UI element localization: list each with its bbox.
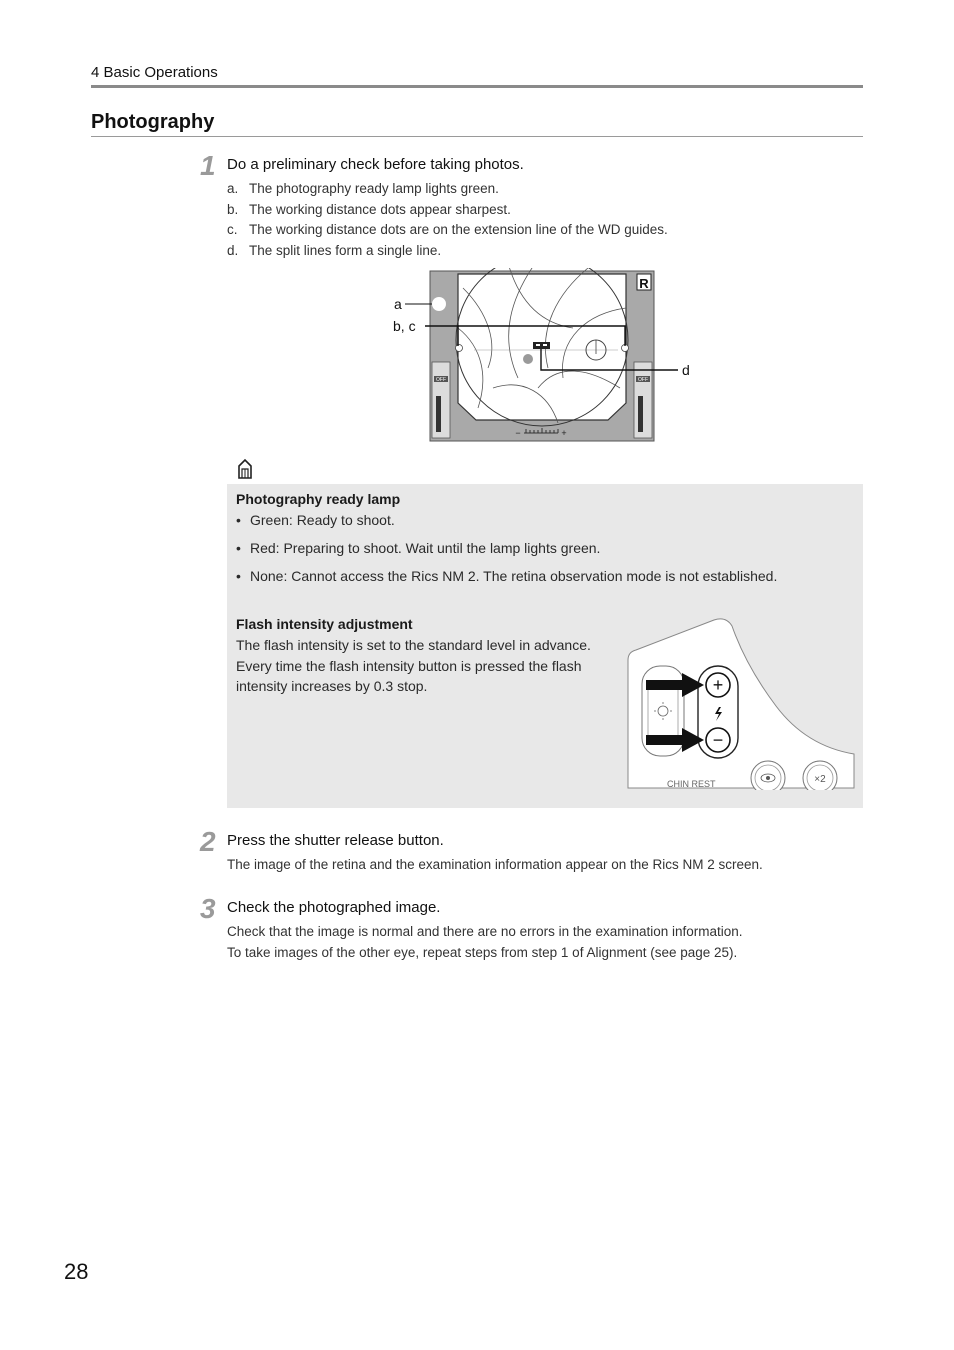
list-item: The photography ready lamp lights green. [249, 181, 499, 196]
scale-minus: − [515, 428, 521, 438]
lamp-heading: Photography ready lamp [236, 491, 401, 507]
list-item: The working distance dots appear sharpest. [249, 202, 511, 217]
chapter-heading: 4 Basic Operations [91, 64, 218, 81]
list-item-letter: a. [227, 181, 239, 196]
step-title: Do a preliminary check before taking photos. [227, 156, 524, 173]
flash-text-line: intensity increases by 0.3 stop. [236, 678, 428, 694]
step-text: The image of the retina and the examination information appear on the Rics NM 2 screen. [227, 857, 763, 872]
step-text: Check that the image is normal and there are no errors in the examination information. [227, 924, 743, 939]
callout-bc: b, c [393, 318, 416, 334]
list-item-letter: d. [227, 243, 239, 258]
list-item: The split lines form a single line. [249, 243, 442, 258]
lamp-item: Green: Ready to shoot. [250, 512, 395, 528]
step-text: To take images of the other eye, repeat steps from step 1 of Alignment (see page 25). [227, 945, 738, 960]
section-rule [91, 136, 863, 137]
flash-heading: Flash intensity adjustment [236, 616, 413, 632]
callout-a: a [394, 296, 402, 312]
eye-indicator: R [639, 276, 649, 291]
step-number: 2 [200, 826, 216, 857]
off-label-right: OFF [638, 377, 648, 383]
chin-rest-label: CHIN REST [667, 779, 716, 789]
step-title: Press the shutter release button. [227, 832, 444, 849]
list-item-letter: b. [227, 202, 239, 217]
flash-text-line: The flash intensity is set to the standard level in advance. [236, 637, 591, 653]
lamp-item: Red: Preparing to shoot. Wait until the lamp lights green. [250, 540, 601, 556]
section-title: Photography [91, 111, 215, 133]
flash-text-line: Every time the flash intensity button is pressed the flash [236, 658, 582, 674]
flash-plus-label: + [712, 675, 724, 695]
page-number: 28 [64, 1259, 89, 1284]
alignment-screen-figure [388, 268, 698, 446]
control-panel-figure [626, 616, 856, 790]
flash-minus-label: − [712, 730, 724, 750]
list-item: The working distance dots are on the extension line of the WD guides. [249, 222, 668, 237]
callout-d: d [682, 362, 690, 378]
step-title: Check the photographed image. [227, 899, 441, 916]
list-item-letter: c. [227, 222, 238, 237]
pencil-note-icon [236, 458, 254, 480]
bullet-icon: • [236, 568, 241, 584]
bullet-icon: • [236, 512, 241, 528]
x2-button-label: ×2 [814, 774, 826, 785]
step-number: 3 [200, 893, 216, 924]
off-label-left: OFF [436, 377, 446, 383]
bullet-icon: • [236, 540, 241, 556]
scale-plus: + [561, 428, 567, 438]
lamp-item: None: Cannot access the Rics NM 2. The retina observation mode is not established. [250, 568, 778, 584]
chapter-rule [91, 85, 863, 88]
step-number: 1 [200, 150, 216, 181]
